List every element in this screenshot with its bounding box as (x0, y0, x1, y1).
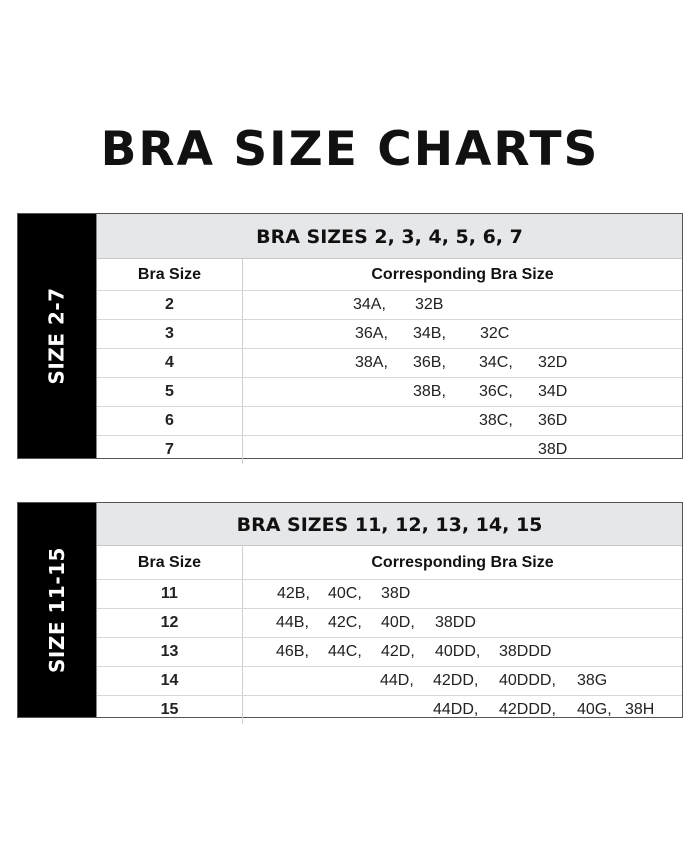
size-table (96, 214, 682, 458)
column-header-corresponding: Corresponding Bra Size (371, 266, 554, 283)
size-chart-11-15 (17, 502, 683, 718)
bra-size-cell: 11 (97, 580, 243, 608)
corresponding-cell (243, 320, 682, 348)
bra-size-cell: 13 (97, 638, 243, 666)
table-row (97, 696, 682, 724)
size-value: 36B, (413, 354, 446, 371)
corresponding-cell (243, 349, 682, 377)
side-label (18, 503, 96, 717)
size-value: 34A, (353, 296, 386, 313)
size-value: 38D (538, 441, 568, 458)
bra-size-cell: 2 (97, 291, 243, 319)
size-value: 40DDD, (499, 672, 556, 689)
size-value: 34B, (413, 325, 446, 342)
size-value: 38G (577, 672, 608, 689)
size-value: 42C, (328, 614, 362, 631)
corresponding-cell (243, 378, 682, 406)
bra-size-cell: 15 (97, 696, 243, 724)
size-value: 34C, (479, 354, 513, 371)
table-heading: BRA SIZES 11, 12, 13, 14, 15 (97, 503, 682, 546)
bra-size-cell: 5 (97, 378, 243, 406)
size-value: 40DD, (435, 643, 481, 660)
bra-size-cell: 12 (97, 609, 243, 637)
size-value: 38H (625, 701, 655, 718)
size-value: 32C (480, 325, 510, 342)
size-value: 36C, (479, 383, 513, 400)
size-value: 32B (415, 296, 444, 313)
column-header-corresponding: Corresponding Bra Size (371, 554, 554, 571)
size-value: 42B, (277, 585, 310, 602)
table-row (97, 349, 682, 378)
side-label-text: SIZE 2-7 (45, 287, 70, 385)
size-value: 44C, (328, 643, 362, 660)
table-row (97, 580, 682, 609)
size-chart-2-7 (17, 213, 683, 459)
column-header-bra-size: Bra Size (97, 546, 243, 579)
size-value: 40G, (577, 701, 612, 718)
size-value: 38DDD (499, 643, 552, 660)
size-value: 42D, (381, 643, 415, 660)
bra-size-cell: 6 (97, 407, 243, 435)
table-row (97, 320, 682, 349)
size-value: 38A, (355, 354, 388, 371)
corresponding-cell (243, 436, 682, 464)
table-row (97, 436, 682, 464)
size-value: 46B, (276, 643, 309, 660)
size-value: 36D (538, 412, 568, 429)
table-row (97, 638, 682, 667)
size-value: 32D (538, 354, 568, 371)
table-row (97, 609, 682, 638)
size-table (96, 503, 682, 717)
table-row (97, 378, 682, 407)
bra-size-cell: 7 (97, 436, 243, 464)
corresponding-cell (243, 667, 682, 695)
table-row (97, 667, 682, 696)
size-value: 42DD, (433, 672, 479, 689)
side-label-text: SIZE 11-15 (45, 547, 69, 673)
column-header-bra-size: Bra Size (97, 259, 243, 290)
corresponding-cell (243, 696, 682, 724)
corresponding-cell (243, 291, 682, 319)
size-value: 40C, (328, 585, 362, 602)
side-label (18, 214, 96, 458)
corresponding-cell (243, 609, 682, 637)
page-title: BRA SIZE CHARTS (100, 122, 600, 177)
size-value: 40D, (381, 614, 415, 631)
bra-size-cell: 14 (97, 667, 243, 695)
size-value: 44D, (380, 672, 414, 689)
table-row (97, 407, 682, 436)
table-header-row (97, 259, 682, 291)
size-value: 44B, (276, 614, 309, 631)
size-value: 36A, (355, 325, 388, 342)
size-value: 38B, (413, 383, 446, 400)
corresponding-cell (243, 638, 682, 666)
bra-size-cell: 3 (97, 320, 243, 348)
size-value: 38C, (479, 412, 513, 429)
corresponding-cell (243, 580, 682, 608)
size-value: 38D (381, 585, 411, 602)
table-header-row (97, 546, 682, 580)
table-row (97, 291, 682, 320)
size-value: 42DDD, (499, 701, 556, 718)
bra-size-cell: 4 (97, 349, 243, 377)
table-heading: BRA SIZES 2, 3, 4, 5, 6, 7 (97, 214, 682, 259)
size-value: 34D (538, 383, 568, 400)
corresponding-cell (243, 407, 682, 435)
size-value: 38DD (435, 614, 476, 631)
size-value: 44DD, (433, 701, 479, 718)
